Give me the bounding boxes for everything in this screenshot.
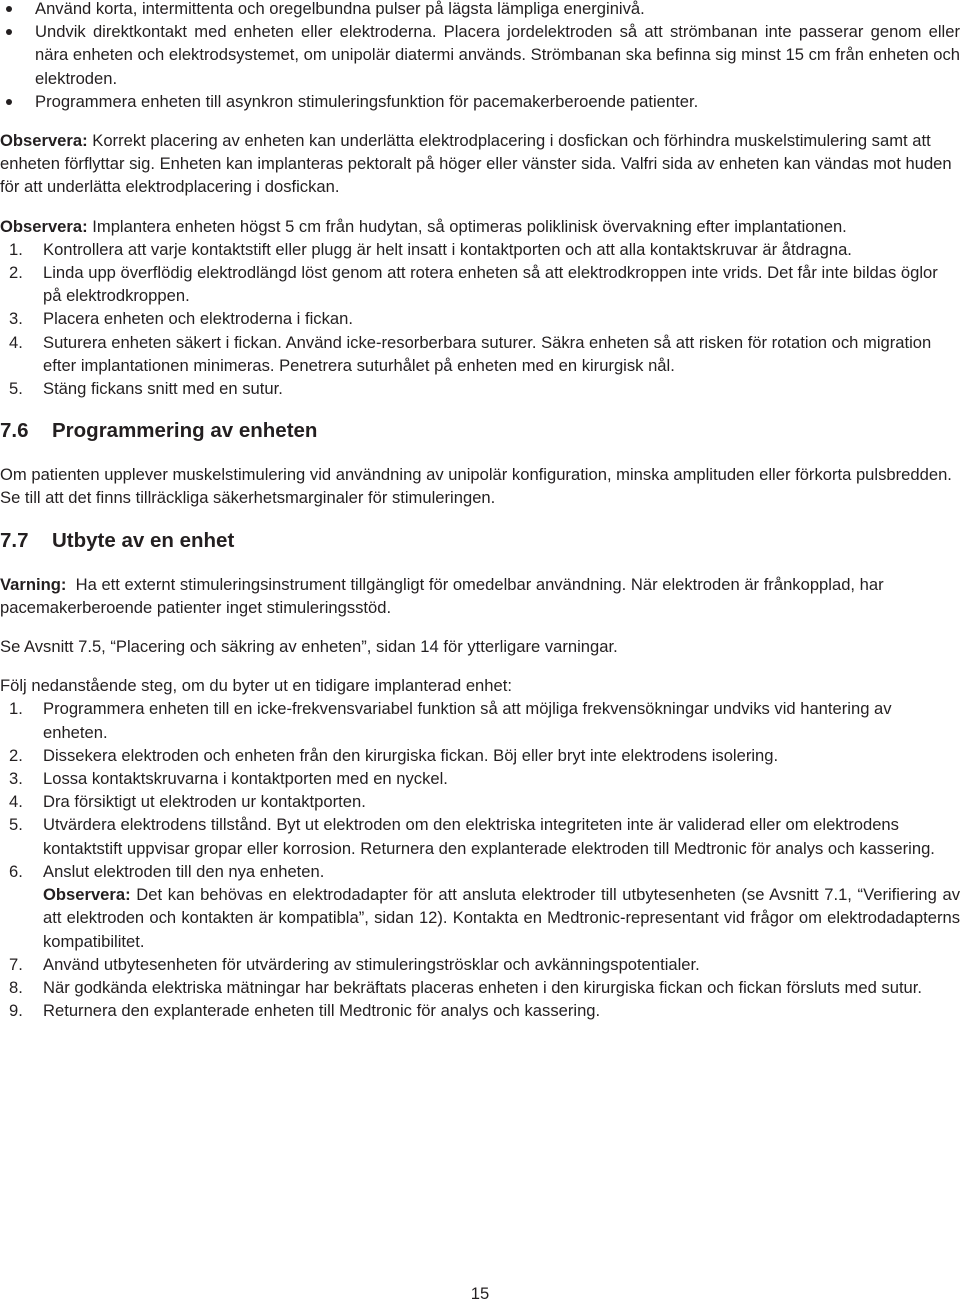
implant-step-list [0, 238, 960, 400]
section-heading-7-6 [0, 418, 960, 444]
bullet-dot [6, 6, 12, 12]
note-text: Korrekt placering av enheten kan underlätta elektrodplacering i dosfickan och förhindra muskelstimulering samt att enheten förflyttar sig. Enheten kan implanteras pektoralt på höger eller vänster sida. Valfri sida av enheten kan vändas mot huden för att underlätta elektrodplacering i dosfickan. [0, 131, 952, 197]
note-label: Observera: [43, 885, 131, 905]
step-item: 7. Använd utbytesenheten för utvärdering av stimuleringströsklar och avkänningspotentialer. [9, 954, 700, 974]
note-text: Det kan behövas en elektrodadapter för att ansluta elektroder till utbytesenheten (se Avsnitt 7.1, “Verifiering av att elektroden och kontakten är kompatibla”, sidan 12). Kontakta en Medtronic-representant vid frågor om elektrodadapterns kompatibilitet. [43, 885, 960, 951]
section-heading-7-7 [0, 528, 960, 554]
bullet-item: Undvik direktkontakt med enheten eller elektroderna. Placera jordelektroden så att strömbanan inte passerar genom eller nära enheten och elektrodsystemet, om unipolär diatermi används. Strömbanan ska befinna sig minst 15 cm från enheten och elektroden. [0, 20, 960, 90]
warning-paragraph [0, 573, 960, 619]
replace-intro: Följ nedanstående steg, om du byter ut en tidigare implanterad enhet: [0, 676, 512, 696]
step-note [43, 883, 960, 953]
step-item: 3. Placera enheten och elektroderna i fickan. [9, 309, 353, 329]
bullet-dot [6, 29, 12, 35]
section-title: Utbyte av en enhet [52, 528, 235, 552]
section-title: Programmering av enheten [52, 419, 318, 443]
note-paragraph [0, 215, 960, 238]
warning-label: Varning: [0, 574, 67, 594]
warning-text: Ha ett externt stimuleringsinstrument tillgängligt för omedelbar användning. När elektroden är frånkopplad, har pacemakerberoende patienter inget stimuleringsstöd. [0, 574, 884, 617]
step-item: 2. Linda upp överflödig elektrodlängd löst genom att rotera enheten så att elektrodkroppen inte vrids. Det får inte bildas öglor på elektrodkroppen. [9, 263, 938, 306]
bullet-item: Använd korta, intermittenta och oregelbundna pulser på lägsta lämpliga energinivå. [0, 0, 960, 20]
step-item: 8. När godkända elektriska mätningar har bekräftats placeras enheten i den kirurgiska fickan och fickan försluts med sutur. [9, 977, 922, 997]
step-item: 1. Programmera enheten till en icke-frekvensvariabel funktion så att möjliga frekvensökningar undviks vid hantering av enheten. [9, 699, 892, 742]
cross-reference: Se Avsnitt 7.5, “Placering och säkring av enheten”, sidan 14 för ytterligare varningar. [0, 637, 618, 657]
step-item: 2. Dissekera elektroden och enheten från den kirurgiska fickan. Böj eller bryt inte elektrodens isolering. [9, 745, 779, 765]
replace-step-list [0, 697, 960, 1022]
note-label: Observera: [0, 131, 88, 151]
step-item: 1. Kontrollera att varje kontaktstift eller plugg är helt insatt i kontaktporten och att alla kontaktskruvar är åtdragna. [9, 239, 852, 259]
precaution-bullet-list [0, 0, 960, 113]
bullet-item: Programmera enheten till asynkron stimuleringsfunktion för pacemakerberoende patienter. [0, 90, 960, 113]
step-item: 4. Dra försiktigt ut elektroden ur kontaktporten. [9, 792, 366, 812]
step-item: 5. Stäng fickans snitt med en sutur. [9, 379, 283, 399]
step-item: 6. Anslut elektroden till den nya enheten. Observera: Det kan behövas en elektrodadapter för att ansluta elektroder till utbytesenheten (se Avsnitt 7.1, “Verifiering av att elektroden och kontakten är kompatibla”, sidan 12). Kontakta en Medtronic-representant vid frågor om elektrodadapterns kompatibilitet. [0, 860, 960, 953]
step-item: 4. Suturera enheten säkert i fickan. Använd icke-resorberbara suturer. Säkra enheten så att risken för rotation och migration efter implantationen minimeras. Penetrera suturhålet på enheten med en kirurgisk nål. [9, 332, 932, 375]
step-item: 5. Utvärdera elektrodens tillstånd. Byt ut elektroden om den elektriska integriteten inte är validerad eller om elektrodens kontaktstift uppvisar gropar eller korrosion. Returnera den explanterade elektroden till Medtronic för analys och kassering. [9, 815, 935, 858]
step-item: 9. Returnera den explanterade enheten till Medtronic för analys och kassering. [9, 1001, 601, 1021]
page-number: 15 [470, 1284, 490, 1303]
step-item: 3. Lossa kontaktskruvarna i kontaktporten med en nyckel. [9, 769, 448, 789]
note-text: Implantera enheten högst 5 cm från hudytan, så optimeras poliklinisk övervakning efter implantationen. [92, 216, 847, 236]
section-number: 7.7 [0, 528, 29, 552]
bullet-dot [6, 99, 12, 105]
note-label: Observera: [0, 216, 88, 236]
note-paragraph [0, 129, 960, 199]
section-body: Om patienten upplever muskelstimulering vid användning av unipolär konfiguration, minska amplituden eller förkorta pulsbredden. Se till att det finns tillräckliga säkerhetsmarginaler för stimuleringen. [0, 465, 952, 508]
section-number: 7.6 [0, 419, 29, 443]
